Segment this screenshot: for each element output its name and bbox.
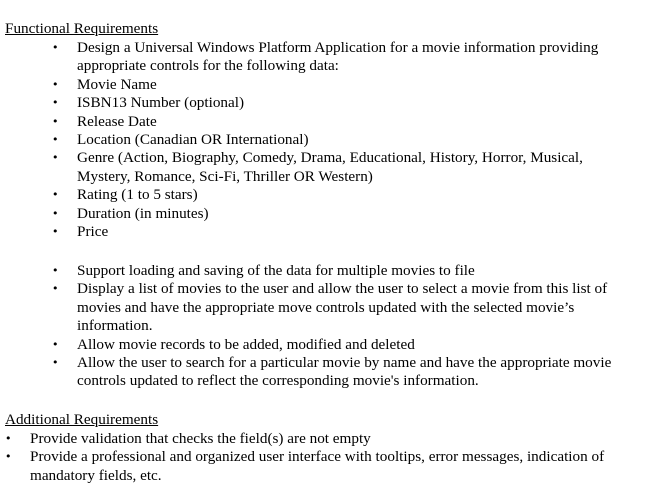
bullet-icon: •: [5, 432, 12, 445]
list-item: • Release Date: [52, 112, 157, 130]
bullet-icon: •: [52, 337, 59, 351]
list-item: • Provide validation that checks the field(s) are not empty: [5, 430, 371, 447]
list-item: • Allow the user to search for a particular movie by name and have the appropriate movie controls updated to reflect the corresponding movie's information.: [52, 354, 612, 390]
list-item: • Movie Name: [52, 75, 157, 93]
bullet-icon: •: [52, 151, 59, 165]
list-item: • Allow movie records to be added, modified and deleted: [52, 335, 415, 353]
list-item: • Provide a professional and organized user interface with tooltips, error messages, indication of mandatory fields, etc.: [5, 448, 605, 484]
bullet-icon: •: [52, 114, 59, 128]
list-item: • Location (Canadian OR International): [52, 131, 309, 149]
list-item: • Display a list of movies to the user and allow the user to select a movie from this list of movies and have the appropriate move controls updated with the selected movie’s information.: [52, 280, 608, 335]
bullet-icon: •: [52, 188, 59, 202]
list-item: • Duration (in minutes): [52, 204, 209, 222]
bullet-icon: •: [5, 450, 12, 464]
bullet-icon: •: [52, 356, 59, 370]
list-item: • Design a Universal Windows Platform Application for a movie information providing appropriate controls for the following data:: [52, 39, 599, 75]
bullet-icon: •: [52, 133, 59, 147]
list-item: • Support loading and saving of the data for multiple movies to file: [52, 262, 475, 279]
additional-requirements-list: [5, 430, 635, 485]
bullet-icon: •: [52, 282, 59, 296]
list-item: • Genre (Action, Biography, Comedy, Drama, Educational, History, Horror, Musical, Mystery, Romance, Sci-Fi, Thriller OR Western): [52, 149, 583, 185]
bullet-icon: •: [52, 77, 59, 91]
functional-requirements-list-2: [52, 262, 632, 391]
additional-requirements-heading: Additional Requirements: [5, 411, 159, 428]
functional-requirements-list-1: [52, 39, 632, 241]
bullet-icon: •: [52, 41, 59, 54]
list-item: • ISBN13 Number (optional): [52, 94, 245, 112]
list-item: • Price: [52, 223, 109, 241]
bullet-icon: •: [52, 225, 59, 239]
bullet-icon: •: [52, 264, 59, 277]
functional-requirements-heading: Functional Requirements: [5, 20, 159, 37]
list-item: • Rating (1 to 5 stars): [52, 186, 198, 204]
bullet-icon: •: [52, 206, 59, 220]
bullet-icon: •: [52, 96, 59, 110]
